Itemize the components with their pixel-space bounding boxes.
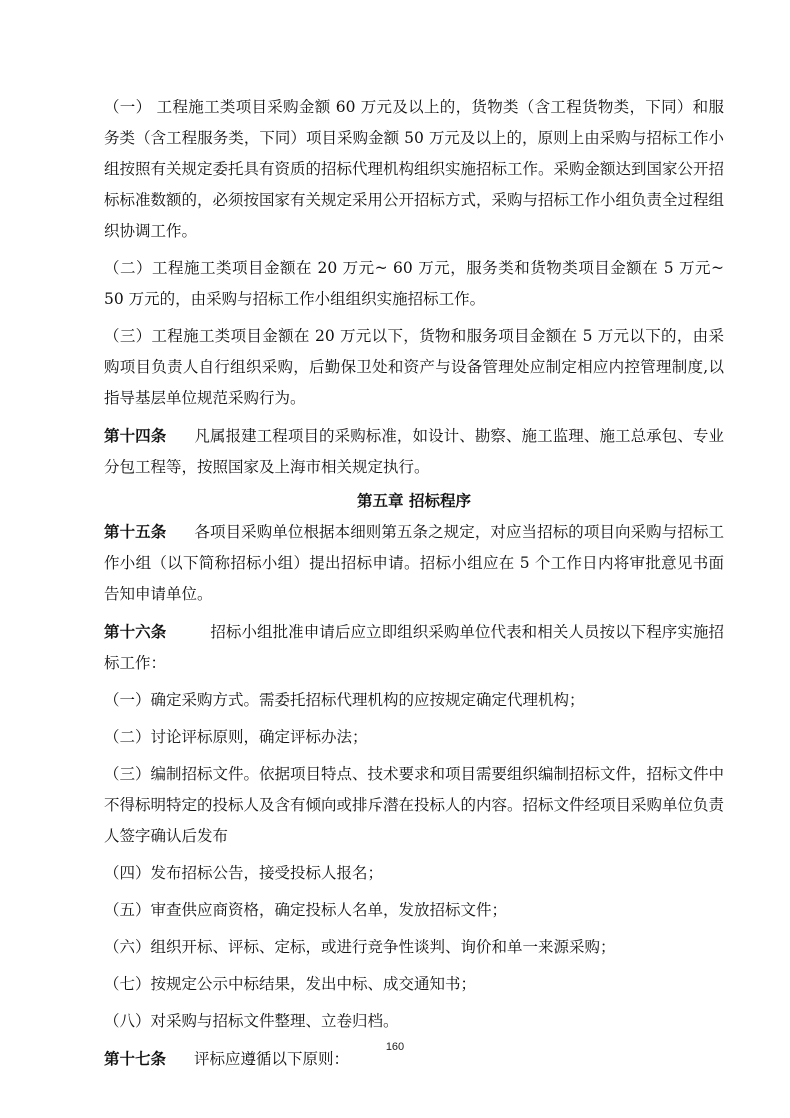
article-16-label: 第十六条 xyxy=(104,622,167,641)
article-14-text: 凡属报建工程项目的采购标准，如设计、勘察、施工监理、施工总承包、专业分包工程等，按照国家及上海市相关规定执行。 xyxy=(104,427,724,476)
step-item-6: （六）组织开标、评标、定标，或进行竞争性谈判、询价和单一来源采购； xyxy=(104,938,616,956)
paragraph-item-3: （三）工程施工类项目金额在 20 万元以下，货物和服务项目金额在 5 万元以下的，由采购项目负责人自行组织采购，后勤保卫处和资产与设备管理处应制定相应内控管理制度,以指导基层单位规范采购行为。 xyxy=(104,327,724,407)
article-15 xyxy=(104,516,724,610)
paragraph-item-1: （一） 工程施工类项目采购金额 60 万元及以上的，货物类（含工程货物类，下同）和服务类（含工程服务类，下同）项目采购金额 50 万元及以上的，原则上由采购与招标工作小组按照有关规定委托具有资质的招标代理机构组织实施招标工作。采购金额达到国家公开招标标准数额的，必须按国家有关规定采用公开招标方式，采购与招标工作小组负责全过程组织协调工作。 xyxy=(104,98,725,240)
article-15-text: 各项目采购单位根据本细则第五条之规定，对应当招标的项目向采购与招标工作小组（以下简称招标小组）提出招标申请。招标小组应在 5 个工作日内将审批意见书面告知申请单位。 xyxy=(104,523,724,603)
article-16-text: 招标小组批准申请后应立即组织采购单位代表和相关人员按以下程序实施招标工作： xyxy=(104,623,724,672)
article-17-text: 评标应遵循以下原则： xyxy=(194,1050,350,1068)
article-15-label: 第十五条 xyxy=(104,522,167,541)
article-17-label: 第十七条 xyxy=(104,1049,167,1068)
step-item-2: （二）讨论评标原则，确定评标办法； xyxy=(104,728,368,746)
article-16 xyxy=(104,616,724,679)
paragraph-item-2: （二）工程施工类项目金额在 20 万元~ 60 万元，服务类和货物类项目金额在 5 万元~ 50 万元的，由采购与招标工作小组组织实施招标工作。 xyxy=(104,259,724,308)
step-item-1: （一）确定采购方式。需委托招标代理机构的应按规定确定代理机构； xyxy=(104,691,585,709)
step-item-3: （三）编制招标文件。依据项目特点、技术要求和项目需要组织编制招标文件，招标文件中不得标明特定的投标人及含有倾向或排斥潜在投标人的内容。招标文件经项目采购单位负责人签字确认后发布 xyxy=(104,765,725,845)
step-item-8: （八）对采购与招标文件整理、立卷归档。 xyxy=(104,1012,399,1030)
step-item-7: （七）按规定公示中标结果，发出中标、成交通知书； xyxy=(104,975,477,993)
article-14-label: 第十四条 xyxy=(104,426,167,445)
step-item-4: （四）发布招标公告，接受投标人报名； xyxy=(104,864,384,882)
chapter-heading: 第五章 招标程序 xyxy=(357,491,471,510)
step-item-5: （五）审查供应商资格，确定投标人名单，发放招标文件； xyxy=(104,901,508,919)
page-number: 160 xyxy=(385,1041,405,1053)
article-14 xyxy=(104,420,724,483)
page-body xyxy=(104,92,724,1075)
